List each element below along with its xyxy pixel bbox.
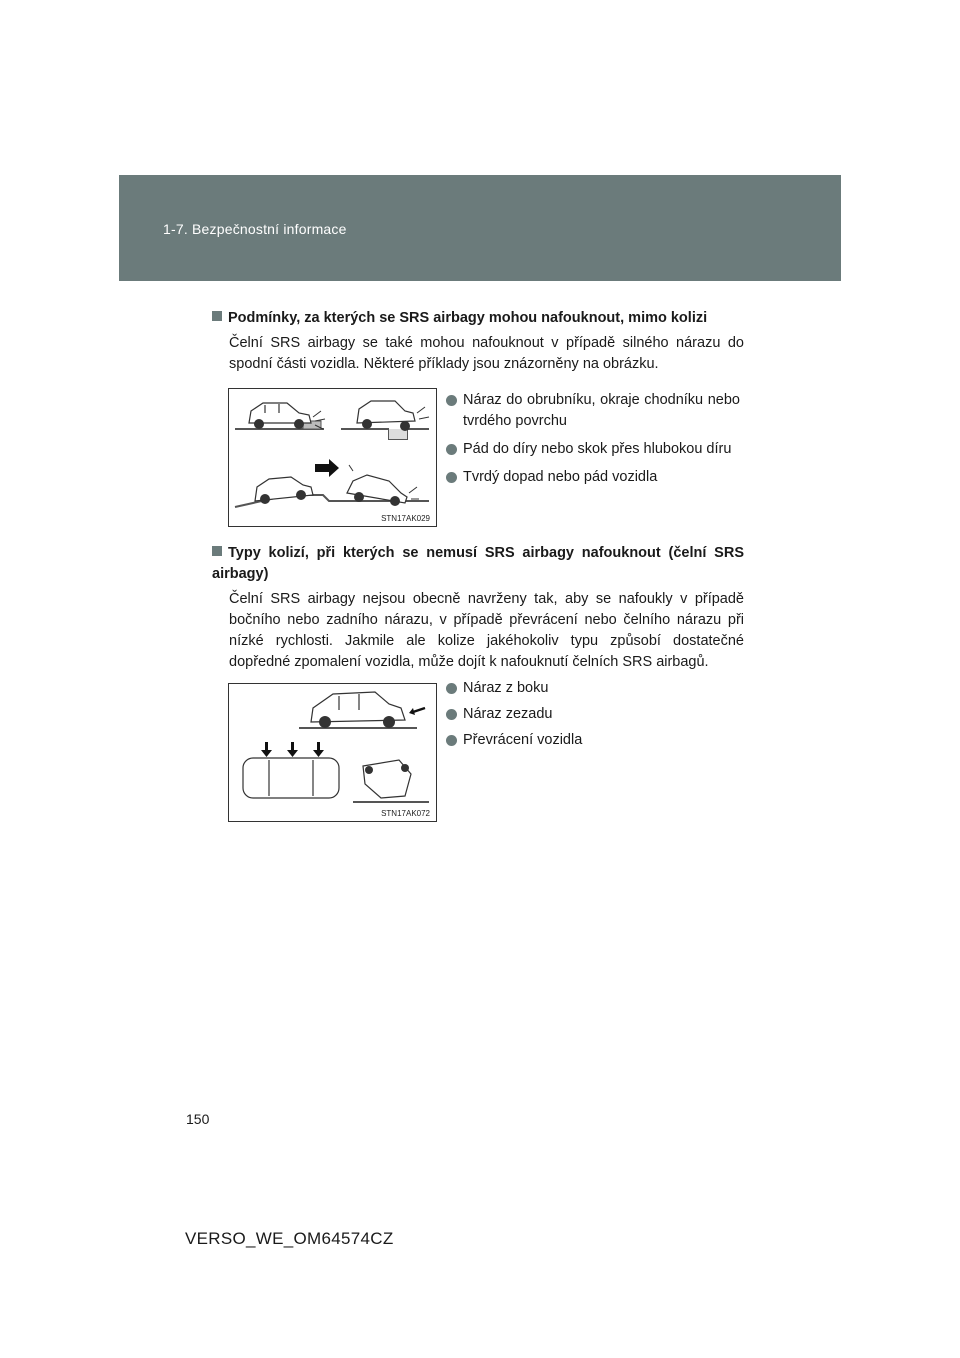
section1-heading-text: Podmínky, za kterých se SRS airbagy mohou nafouknout, mimo kolizi [228,310,708,326]
section2-paragraph: Čelní SRS airbagy nejsou obecně navrženy tak, aby se nafoukly v případě bočního nebo zadního nárazu, v případě převrácení nebo čelního nárazu při nízké rychlosti. Jakmile ale kolize jakéhokoliv typu způsobí dostatečné dopředné zpomalení vozidla, může dojít k nafouknutí čelních SRS airbagů. [229,591,744,670]
section2-heading [212,543,744,585]
section1-heading [212,308,744,329]
list-item: Převrácení vozidla [446,730,740,751]
page-number: 150 [186,1111,210,1127]
curb-impact-illustration [229,389,436,526]
heading-square-icon [212,546,222,556]
figure-side-rear-rollover [228,683,437,822]
figure-curb-impact [228,388,437,527]
bullet-dot-icon [446,395,457,406]
list-item: Pád do díry nebo skok přes hlubokou díru [446,439,740,460]
figure-code: STN17AK072 [381,809,430,818]
list-item: Náraz zezadu [446,704,740,725]
list-item: Tvrdý dopad nebo pád vozidla [446,467,740,488]
document-code: VERSO_WE_OM64574CZ [185,1229,394,1248]
heading-square-icon [212,311,222,321]
section1-paragraph: Čelní SRS airbagy se také mohou nafouknout v případě silného nárazu do spodní části vozidla. Některé příklady jsou znázorněny na obrázku. [229,335,744,372]
section-title: 1-7. Bezpečnostní informace [163,221,347,237]
bullet-dot-icon [446,472,457,483]
section2-heading-text: Typy kolizí, při kterých se nemusí SRS airbagy nafouknout (čelní SRS airbagy) [212,545,744,582]
list-item: Náraz z boku [446,678,740,699]
section2-bullet-list [446,678,740,756]
bullet-dot-icon [446,683,457,694]
collision-types-illustration [229,684,436,821]
bullet-dot-icon [446,709,457,720]
header-band [119,175,841,281]
bullet-dot-icon [446,735,457,746]
bullet-dot-icon [446,444,457,455]
figure-code: STN17AK029 [381,514,430,523]
list-item: Náraz do obrubníku, okraje chodníku nebo tvrdého povrchu [446,390,740,432]
section1-bullet-list [446,390,740,495]
